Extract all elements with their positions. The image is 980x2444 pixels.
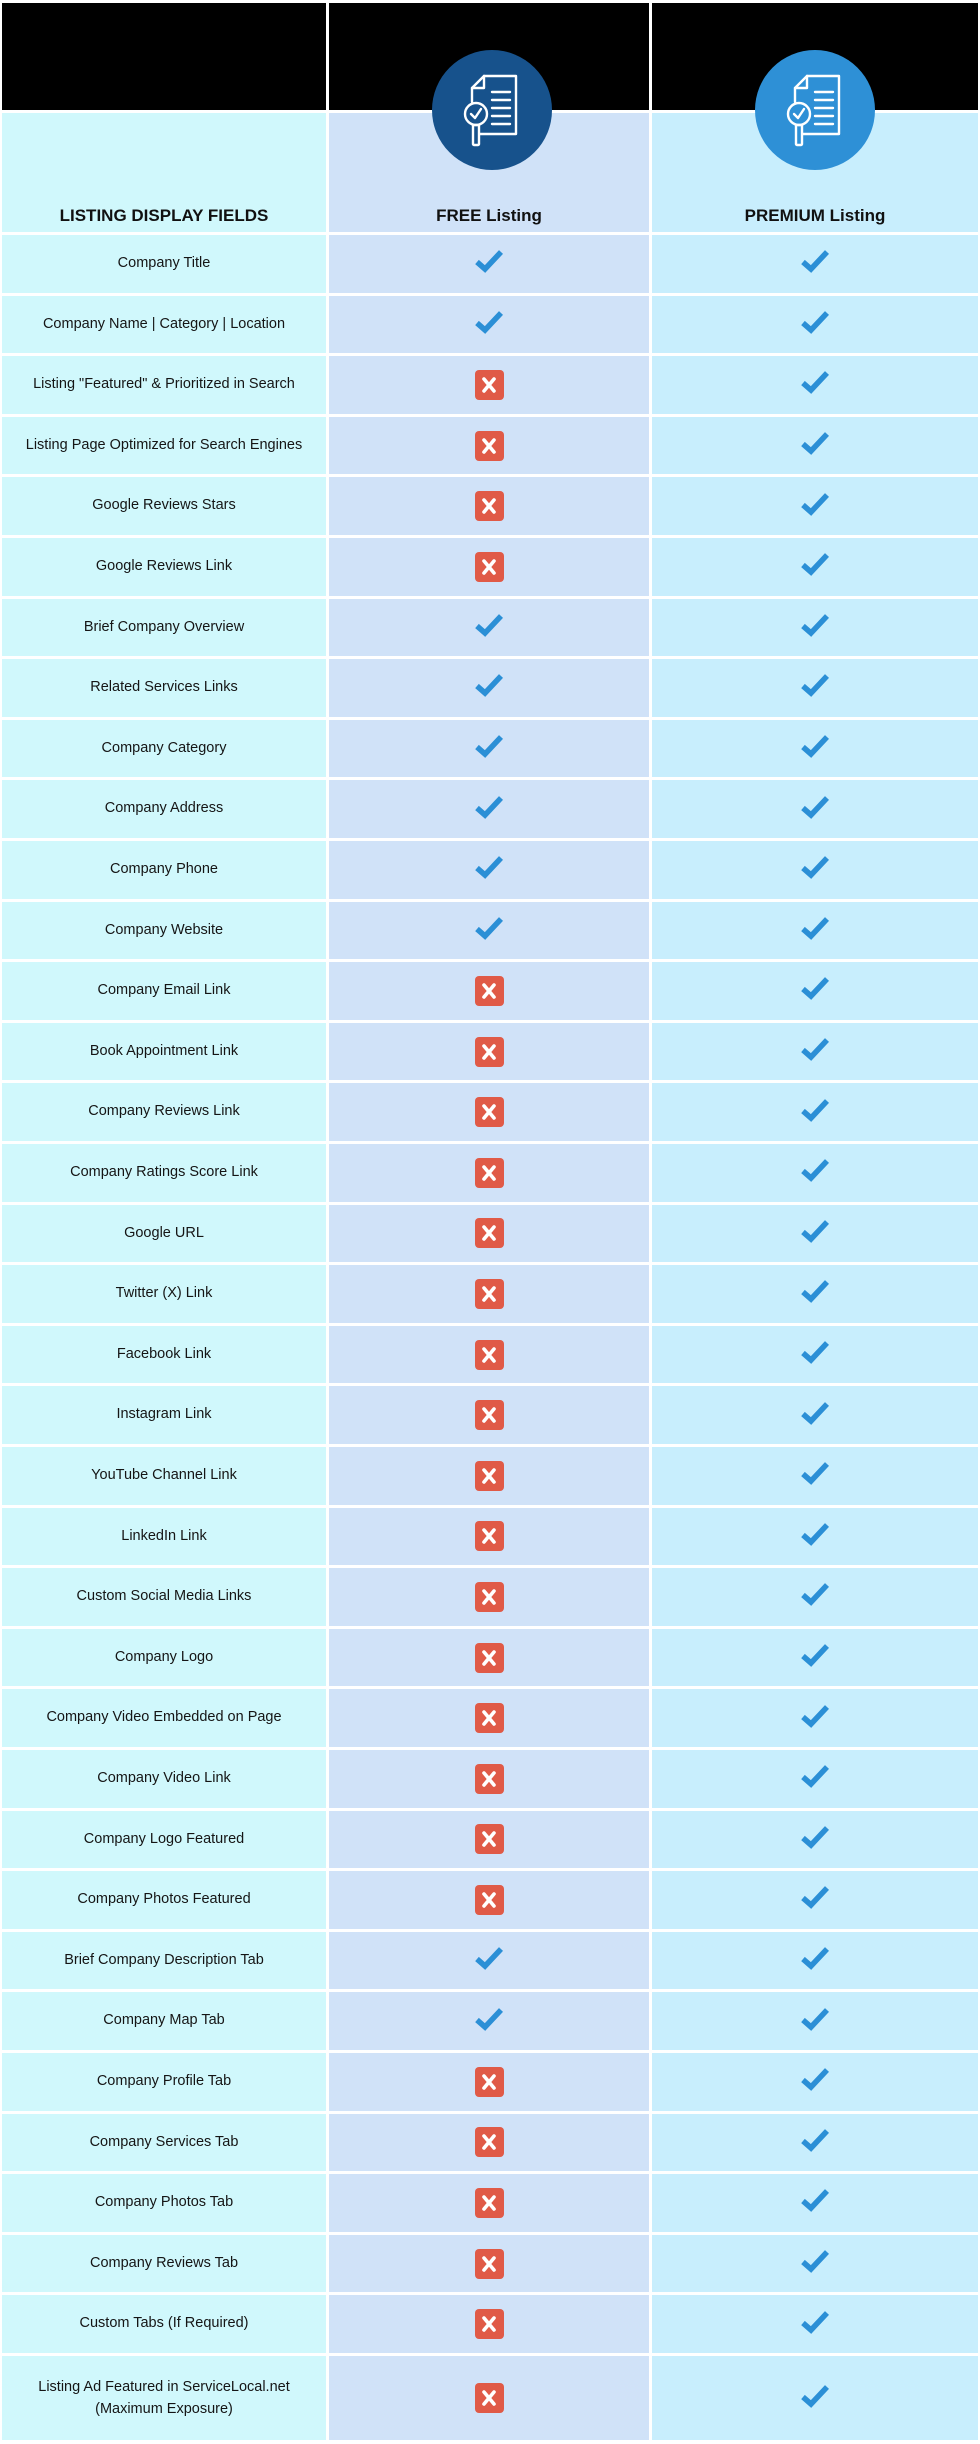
premium-availability-cell — [652, 2235, 978, 2293]
free-availability-cell — [329, 599, 649, 657]
table-row — [0, 417, 980, 475]
free-availability-cell — [329, 1386, 649, 1444]
table-row — [0, 2114, 980, 2172]
premium-availability-cell — [652, 1689, 978, 1747]
feature-label-cell — [2, 780, 326, 838]
check-icon — [800, 1824, 830, 1855]
table-row — [0, 1689, 980, 1747]
premium-availability-cell — [652, 1265, 978, 1323]
free-availability-cell — [329, 1932, 649, 1990]
check-icon — [800, 1460, 830, 1491]
premium-availability-cell — [652, 1750, 978, 1808]
feature-label: YouTube Channel Link — [91, 1466, 237, 1483]
feature-label-cell — [2, 1932, 326, 1990]
premium-availability-cell — [652, 1144, 978, 1202]
check-icon — [474, 733, 504, 764]
free-availability-cell — [329, 1205, 649, 1263]
premium-availability-cell — [652, 1932, 978, 1990]
free-availability-cell — [329, 2053, 649, 2111]
premium-availability-cell — [652, 841, 978, 899]
feature-label-cell — [2, 1992, 326, 2050]
feature-label-cell — [2, 477, 326, 535]
free-availability-cell — [329, 1447, 649, 1505]
free-availability-cell — [329, 2174, 649, 2232]
check-icon — [800, 430, 830, 461]
feature-label-cell — [2, 1386, 326, 1444]
check-icon — [800, 1945, 830, 1976]
premium-availability-cell — [652, 2295, 978, 2353]
check-icon — [474, 248, 504, 279]
premium-availability-cell — [652, 599, 978, 657]
check-icon — [800, 2006, 830, 2037]
feature-label: Company Phone — [109, 860, 218, 877]
table-row — [0, 1508, 980, 1566]
feature-label-cell — [2, 841, 326, 899]
free-availability-cell — [329, 780, 649, 838]
feature-label: Company Video Link — [97, 1769, 231, 1786]
premium-availability-cell — [652, 1205, 978, 1263]
premium-availability-cell — [652, 235, 978, 293]
table-row — [0, 1629, 980, 1687]
x-badge-icon — [475, 1703, 504, 1733]
table-row — [0, 1386, 980, 1444]
x-badge-icon — [475, 976, 504, 1006]
check-icon — [474, 915, 504, 946]
feature-label-cell — [2, 296, 326, 354]
check-icon — [800, 2187, 830, 2218]
feature-label-cell — [2, 2174, 326, 2232]
x-badge-icon — [475, 552, 504, 582]
feature-label: Instagram Link — [116, 1406, 212, 1423]
premium-availability-cell — [652, 902, 978, 960]
table-row — [0, 1023, 980, 1081]
feature-label: Google Reviews Link — [95, 557, 233, 574]
feature-label-cell — [2, 538, 326, 596]
feature-label: Company Name | Category | Location — [42, 315, 286, 332]
feature-label: Company Video Embedded on Page — [46, 1709, 282, 1726]
check-icon — [474, 1945, 504, 1976]
free-availability-cell — [329, 2356, 649, 2440]
free-availability-cell — [329, 1568, 649, 1626]
table-row — [0, 1992, 980, 2050]
free-availability-cell — [329, 1811, 649, 1869]
check-icon — [800, 369, 830, 400]
premium-availability-cell — [652, 659, 978, 717]
free-availability-cell — [329, 720, 649, 778]
feature-label-cell — [2, 2053, 326, 2111]
table-row — [0, 780, 980, 838]
table-row — [0, 720, 980, 778]
premium-availability-cell — [652, 2356, 978, 2440]
premium-availability-cell — [652, 1871, 978, 1929]
feature-label-cell — [2, 902, 326, 960]
free-availability-cell — [329, 417, 649, 475]
free-availability-cell — [329, 1326, 649, 1384]
check-icon — [800, 1763, 830, 1794]
free-availability-cell — [329, 841, 649, 899]
check-icon — [800, 2248, 830, 2279]
feature-label: Company Services Tab — [89, 2133, 239, 2150]
premium-availability-cell — [652, 477, 978, 535]
check-icon — [474, 854, 504, 885]
free-availability-cell — [329, 902, 649, 960]
check-icon — [800, 248, 830, 279]
feature-label-cell — [2, 1326, 326, 1384]
check-icon — [800, 1400, 830, 1431]
feature-label-cell — [2, 962, 326, 1020]
table-row — [0, 2053, 980, 2111]
check-icon — [800, 2309, 830, 2340]
feature-label: Google URL — [124, 1224, 204, 1241]
feature-label-cell — [2, 659, 326, 717]
free-availability-cell — [329, 2235, 649, 2293]
free-availability-cell — [329, 1629, 649, 1687]
table-row — [0, 1144, 980, 1202]
free-availability-cell — [329, 659, 649, 717]
free-availability-cell — [329, 477, 649, 535]
premium-availability-cell — [652, 2174, 978, 2232]
free-availability-cell — [329, 296, 649, 354]
x-badge-icon — [475, 1158, 504, 1188]
feature-label: Twitter (X) Link — [115, 1285, 213, 1302]
feature-label-cell — [2, 1629, 326, 1687]
check-icon — [800, 733, 830, 764]
feature-label: Listing "Featured" & Prioritized in Search — [33, 376, 295, 393]
premium-availability-cell — [652, 1447, 978, 1505]
table-row — [0, 599, 980, 657]
premium-plan-document-search-icon — [755, 50, 875, 170]
free-availability-cell — [329, 1144, 649, 1202]
check-icon — [800, 915, 830, 946]
x-badge-icon — [475, 1279, 504, 1309]
feature-label: Company Category — [101, 739, 227, 756]
x-badge-icon — [475, 1643, 504, 1673]
column-header-premium-label: PREMIUM Listing — [744, 206, 886, 225]
premium-availability-cell — [652, 417, 978, 475]
table-row — [0, 1326, 980, 1384]
free-availability-cell — [329, 1689, 649, 1747]
premium-availability-cell — [652, 1992, 978, 2050]
table-row — [0, 1871, 980, 1929]
table-row — [0, 1265, 980, 1323]
feature-label: Custom Tabs (If Required) — [79, 2315, 249, 2332]
column-header-fields-label: LISTING DISPLAY FIELDS — [59, 206, 269, 225]
table-row — [0, 962, 980, 1020]
premium-availability-cell — [652, 1811, 978, 1869]
feature-label-cell — [2, 356, 326, 414]
x-badge-icon — [475, 2249, 504, 2279]
free-availability-cell — [329, 538, 649, 596]
feature-label-cell — [2, 2114, 326, 2172]
feature-label: Company Map Tab — [103, 2012, 225, 2029]
check-icon — [800, 1642, 830, 1673]
check-icon — [800, 1157, 830, 1188]
check-icon — [800, 1884, 830, 1915]
feature-label: LinkedIn Link — [121, 1527, 207, 1544]
free-availability-cell — [329, 1992, 649, 2050]
feature-label-cell — [2, 417, 326, 475]
premium-availability-cell — [652, 2114, 978, 2172]
x-badge-icon — [475, 1097, 504, 1127]
feature-label: Company Photos Tab — [94, 2194, 234, 2211]
x-badge-icon — [475, 1824, 504, 1854]
x-badge-icon — [475, 2067, 504, 2097]
check-icon — [800, 975, 830, 1006]
feature-label: Company Ratings Score Link — [70, 1163, 258, 1180]
x-badge-icon — [475, 1764, 504, 1794]
table-row — [0, 1447, 980, 1505]
check-icon — [474, 2006, 504, 2037]
free-availability-cell — [329, 2295, 649, 2353]
table-row — [0, 902, 980, 960]
feature-label-cell — [2, 1811, 326, 1869]
table-row — [0, 477, 980, 535]
feature-label-cell — [2, 1689, 326, 1747]
x-badge-icon — [475, 370, 504, 400]
feature-label-cell — [2, 720, 326, 778]
feature-label-cell — [2, 1023, 326, 1081]
x-badge-icon — [475, 2127, 504, 2157]
premium-availability-cell — [652, 538, 978, 596]
check-icon — [800, 551, 830, 582]
premium-availability-cell — [652, 296, 978, 354]
feature-label-cell — [2, 2295, 326, 2353]
x-badge-icon — [475, 2383, 504, 2413]
check-icon — [800, 2066, 830, 2097]
x-badge-icon — [475, 1400, 504, 1430]
feature-label: Related Services Links — [90, 679, 238, 696]
feature-label: Google Reviews Stars — [92, 497, 236, 514]
table-row — [0, 1811, 980, 1869]
feature-label-cell — [2, 599, 326, 657]
feature-label-cell — [2, 1144, 326, 1202]
feature-label: Company Address — [104, 800, 224, 817]
x-badge-icon — [475, 1582, 504, 1612]
check-icon — [800, 612, 830, 643]
feature-label: Company Logo Featured — [83, 1830, 245, 1847]
free-availability-cell — [329, 235, 649, 293]
free-availability-cell — [329, 962, 649, 1020]
x-badge-icon — [475, 431, 504, 461]
table-row — [0, 2356, 980, 2440]
check-icon — [800, 794, 830, 825]
check-icon — [800, 491, 830, 522]
table-row — [0, 1205, 980, 1263]
table-row — [0, 296, 980, 354]
premium-availability-cell — [652, 1629, 978, 1687]
table-row — [0, 2235, 980, 2293]
feature-label: Company Photos Featured — [77, 1891, 251, 1908]
premium-availability-cell — [652, 962, 978, 1020]
x-badge-icon — [475, 1885, 504, 1915]
premium-availability-cell — [652, 1083, 978, 1141]
feature-label-cell — [2, 1871, 326, 1929]
free-availability-cell — [329, 2114, 649, 2172]
x-badge-icon — [475, 491, 504, 521]
column-header-fields — [2, 113, 326, 232]
feature-label-cell — [2, 1083, 326, 1141]
x-badge-icon — [475, 1218, 504, 1248]
x-badge-icon — [475, 2188, 504, 2218]
feature-label: Company Reviews Tab — [89, 2254, 239, 2271]
x-badge-icon — [475, 1037, 504, 1067]
premium-availability-cell — [652, 1326, 978, 1384]
premium-availability-cell — [652, 780, 978, 838]
check-icon — [800, 2127, 830, 2158]
check-icon — [474, 672, 504, 703]
feature-label-cell — [2, 235, 326, 293]
feature-label: Listing Page Optimized for Search Engines — [25, 436, 303, 453]
feature-label-cell — [2, 1750, 326, 1808]
feature-label-cell — [2, 1205, 326, 1263]
check-icon — [800, 1703, 830, 1734]
free-plan-document-search-icon — [432, 50, 552, 170]
feature-label-cell — [2, 1508, 326, 1566]
column-header-free-label: FREE Listing — [436, 206, 542, 225]
free-availability-cell — [329, 1265, 649, 1323]
feature-label: Brief Company Overview — [83, 618, 245, 635]
feature-label: Brief Company Description Tab — [64, 1951, 264, 1968]
free-availability-cell — [329, 1750, 649, 1808]
x-badge-icon — [475, 1461, 504, 1491]
feature-label-cell — [2, 1447, 326, 1505]
table-row — [0, 659, 980, 717]
check-icon — [800, 1097, 830, 1128]
check-icon — [800, 672, 830, 703]
premium-availability-cell — [652, 356, 978, 414]
premium-availability-cell — [652, 2053, 978, 2111]
check-icon — [800, 854, 830, 885]
premium-availability-cell — [652, 1508, 978, 1566]
table-row — [0, 1083, 980, 1141]
x-badge-icon — [475, 2309, 504, 2339]
premium-availability-cell — [652, 1023, 978, 1081]
table-row — [0, 1750, 980, 1808]
check-icon — [800, 1036, 830, 1067]
premium-availability-cell — [652, 1568, 978, 1626]
table-row — [0, 2174, 980, 2232]
premium-availability-cell — [652, 1386, 978, 1444]
feature-label: Book Appointment Link — [89, 1042, 239, 1059]
feature-label-cell — [2, 2235, 326, 2293]
check-icon — [474, 794, 504, 825]
feature-label-cell — [2, 1568, 326, 1626]
table-row — [0, 538, 980, 596]
premium-availability-cell — [652, 720, 978, 778]
table-row — [0, 235, 980, 293]
check-icon — [800, 1581, 830, 1612]
x-badge-icon — [475, 1340, 504, 1370]
feature-label: Listing Ad Featured in ServiceLocal.net (Maximum Exposure) — [38, 2378, 290, 2417]
check-icon — [800, 1339, 830, 1370]
table-row — [0, 2295, 980, 2353]
x-badge-icon — [475, 1521, 504, 1551]
table-row — [0, 841, 980, 899]
feature-label-cell — [2, 2356, 326, 2440]
check-icon — [800, 2383, 830, 2414]
table-row — [0, 1568, 980, 1626]
free-availability-cell — [329, 1508, 649, 1566]
check-icon — [800, 1521, 830, 1552]
check-icon — [474, 612, 504, 643]
feature-label: Company Logo — [114, 1648, 214, 1665]
table-row — [0, 1932, 980, 1990]
feature-label: Company Website — [104, 921, 224, 938]
feature-label: Company Reviews Link — [88, 1103, 240, 1120]
check-icon — [800, 309, 830, 340]
free-availability-cell — [329, 356, 649, 414]
feature-label-cell — [2, 1265, 326, 1323]
table-row — [0, 356, 980, 414]
feature-label: Company Title — [117, 254, 211, 271]
feature-label: Company Profile Tab — [96, 2072, 232, 2089]
free-availability-cell — [329, 1023, 649, 1081]
check-icon — [800, 1278, 830, 1309]
check-icon — [474, 309, 504, 340]
header-black-band-fields — [2, 3, 326, 110]
free-availability-cell — [329, 1871, 649, 1929]
check-icon — [800, 1218, 830, 1249]
feature-label: Custom Social Media Links — [76, 1588, 252, 1605]
feature-label: Facebook Link — [116, 1345, 212, 1362]
feature-label: Company Email Link — [97, 982, 231, 999]
free-availability-cell — [329, 1083, 649, 1141]
